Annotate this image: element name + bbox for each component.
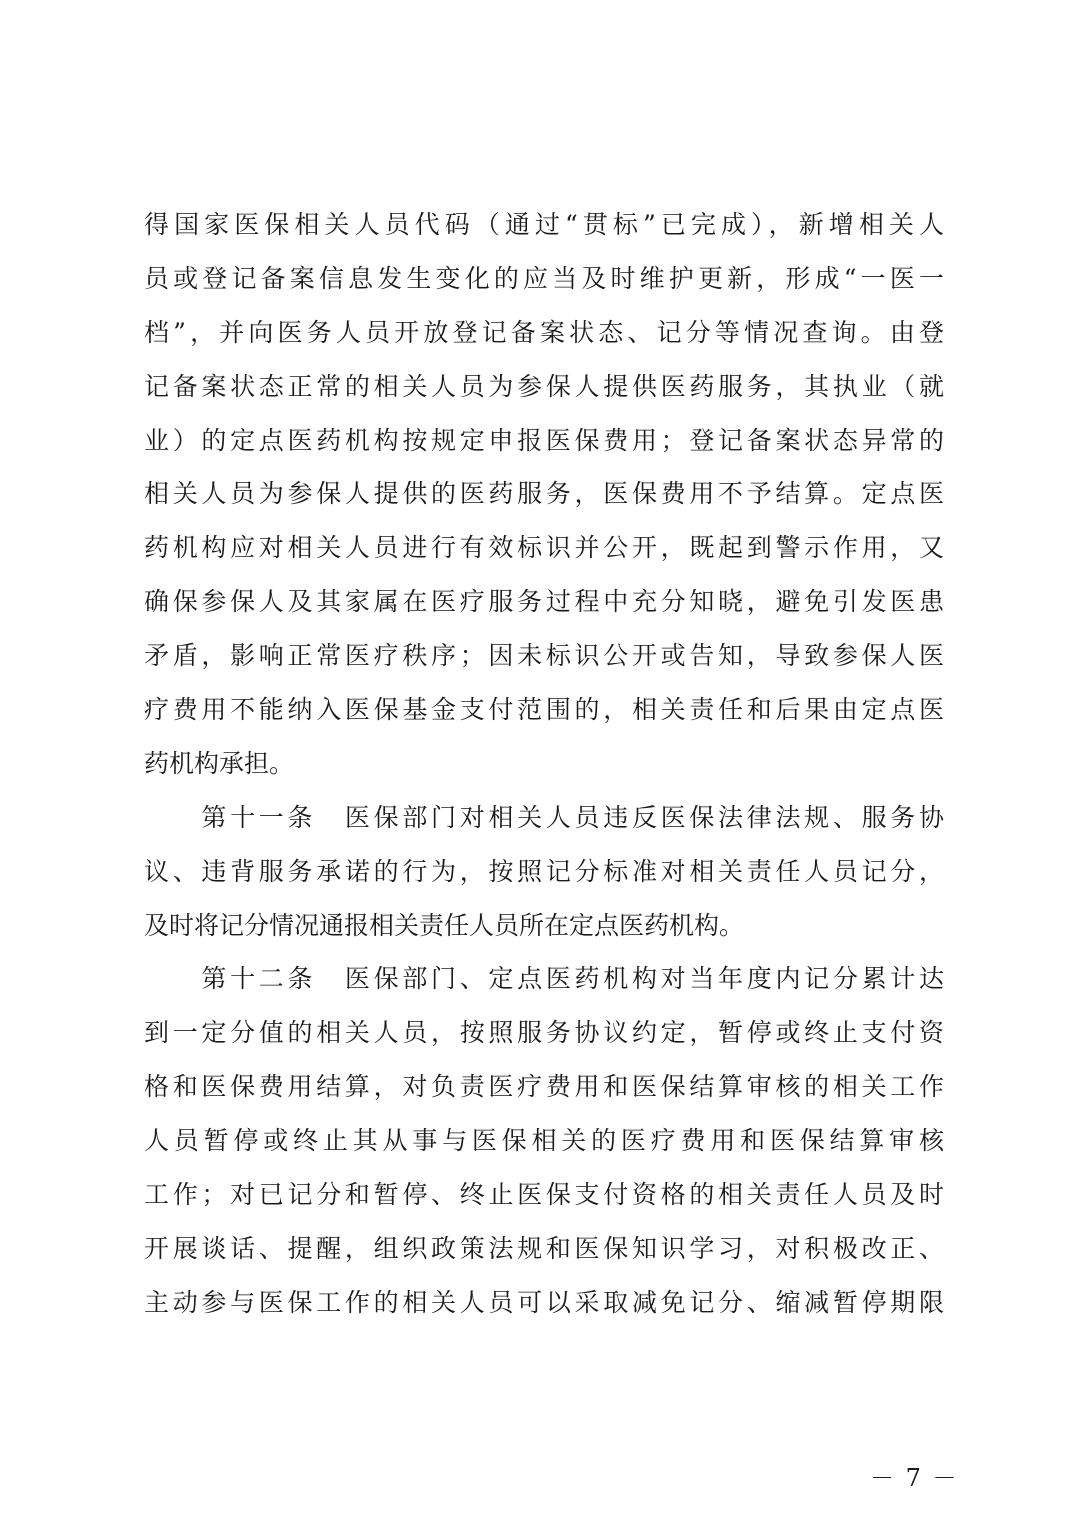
text-line: 议、违背服务承诺的行为，按照记分标准对相关责任人员记分， (144, 856, 948, 886)
text-line: 记备案状态正常的相关人员为参保人提供医药服务，其执业（就 (144, 371, 948, 401)
text-line: 主动参与医保工作的相关人员可以采取减免记分、缩减暂停期限 (144, 1287, 948, 1317)
text-line: 疗费用不能纳入医保基金支付范围的，相关责任和后果由定点医 (144, 695, 948, 725)
text-line: 人员暂停或终止其从事与医保相关的医疗费用和医保结算审核 (144, 1126, 949, 1156)
text-line: 得国家医保相关人员代码（通过“贯标”已完成），新增相关人 (144, 210, 950, 239)
text-line: 到一定分值的相关人员，按照服务协议约定，暂停或终止支付资 (144, 1018, 948, 1048)
article-12-first-line: 第十二条 医保部门、定点医药机构对当年度内记分累计达 (144, 964, 948, 994)
text-line: 员或登记备案信息发生变化的应当及时维护更新，形成“一医一 (144, 263, 949, 293)
text-line: 档”，并向医务人员开放登记备案状态、记分等情况查询。由登 (144, 317, 949, 347)
text-line: 相关人员为参保人提供的医药服务，医保费用不予结算。定点医 (144, 479, 948, 509)
text-line: 药机构承担。 (144, 748, 295, 778)
text-line: 药机构应对相关人员进行有效标识并公开，既起到警示作用，又 (144, 533, 948, 563)
text-line: 矛盾，影响正常医疗秩序；因未标识公开或告知，导致参保人医 (144, 641, 948, 671)
text-line: 开展谈话、提醒，组织政策法规和医保知识学习，对积极改正、 (144, 1233, 948, 1263)
text-line: 及时将记分情况通报相关责任人员所在定点医药机构。 (144, 910, 745, 940)
text-line: 工作；对已记分和暂停、终止医保支付资格的相关责任人员及时 (144, 1180, 948, 1210)
article-11-first-line: 第十一条 医保部门对相关人员违反医保法律法规、服务协 (144, 802, 948, 832)
text-line: 业）的定点医药机构按规定申报医保费用；登记备案状态异常的 (144, 425, 948, 455)
text-line: 确保参保人及其家属在医疗服务过程中充分知晓，避免引发医患 (144, 587, 948, 617)
text-line: 格和医保费用结算，对负责医疗费用和医保结算审核的相关工作 (144, 1072, 948, 1102)
page-number: － 7 － (870, 1464, 959, 1492)
body-text (144, 198, 950, 1330)
